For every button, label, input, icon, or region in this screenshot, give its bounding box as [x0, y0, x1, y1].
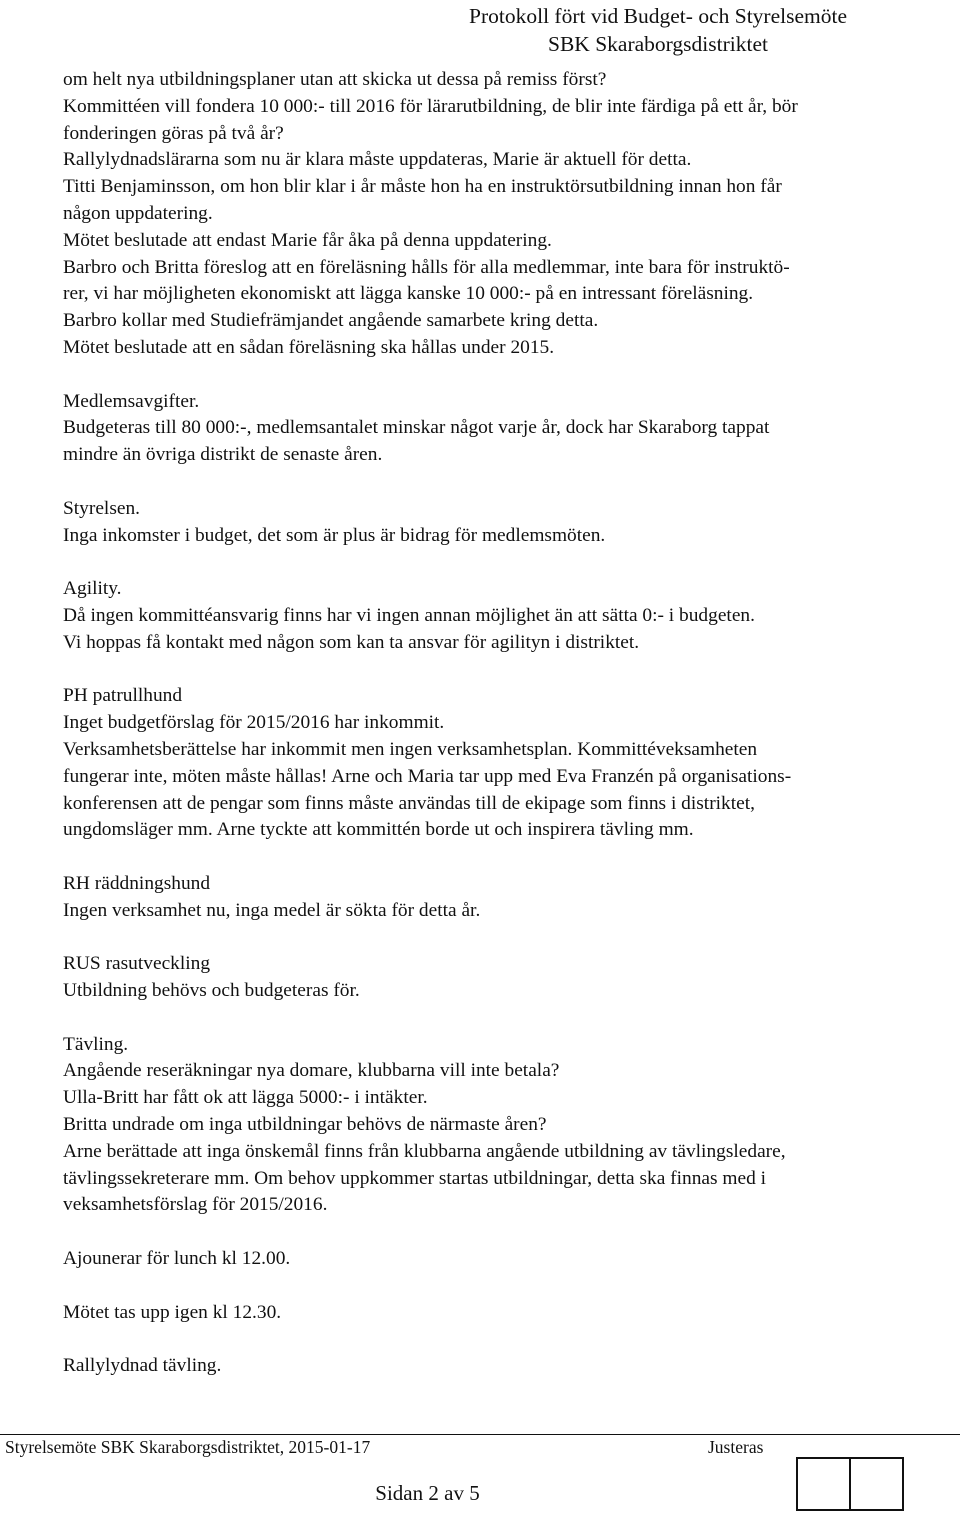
- section-rallylydnad-tavling: [63, 1353, 943, 1380]
- body-line: Barbro och Britta föreslog att en föreläsning hålls för alla medlemmar, inte bara för instruktö-: [63, 256, 790, 278]
- body-line: Utbildning behövs och budgeteras för.: [63, 980, 360, 1002]
- body-line: Rallylydnadslärarna som nu är klara måste uppdateras, Marie är aktuell för detta.: [63, 149, 692, 171]
- page-header: [378, 2, 938, 58]
- intro-block: [63, 67, 943, 362]
- body-line: konferensen att de pengar som finns måste användas till de ekipage som finns i distriktet,: [63, 792, 755, 814]
- body-line: Då ingen kommittéansvarig finns har vi ingen annan möjlighet än att sätta 0:- i budgeten.: [63, 604, 755, 626]
- body-line: mindre än övriga distrikt de senaste åren.: [63, 444, 383, 466]
- body-line: någon uppdatering.: [63, 202, 213, 224]
- footer-justeras-label: Justeras: [708, 1437, 764, 1457]
- page-number: Sidan 2 av 5: [375, 1481, 480, 1505]
- body-line: tävlingssekreterare mm. Om behov uppkommer startas utbildningar, detta ska finnas med i: [63, 1167, 767, 1189]
- body-line: Mötet beslutade att endast Marie får åka på denna uppdatering.: [63, 229, 552, 251]
- section-medlemsavgifter: [63, 389, 943, 469]
- header-subtitle: SBK Skaraborgsdistriktet: [548, 32, 768, 56]
- section-styrelsen: [63, 496, 943, 550]
- body-line: ungdomsläger mm. Arne tyckte att kommittén borde ut och inspirera tävling mm.: [63, 819, 694, 841]
- body-line: Mötet beslutade att en sådan föreläsning ska hållas under 2015.: [63, 336, 555, 358]
- section-heading: Ajounerar för lunch kl 12.00.: [63, 1248, 291, 1270]
- section-agility: [63, 576, 943, 656]
- body-line: Angående reseräkningar nya domare, klubbarna vill inte betala?: [63, 1060, 560, 1082]
- footer-meeting-info: Styrelsemöte SBK Skaraborgsdistriktet, 2015-01-17: [5, 1437, 371, 1457]
- section-heading: RH räddningshund: [63, 872, 211, 894]
- section-ph-patrullhund: [63, 683, 943, 844]
- body-line: veksamhetsförslag för 2015/2016.: [63, 1194, 328, 1216]
- body-line: Barbro kollar med Studiefrämjandet angående samarbete kring detta.: [63, 310, 599, 332]
- section-heading: Mötet tas upp igen kl 12.30.: [63, 1301, 282, 1323]
- header-title: Protokoll fört vid Budget- och Styrelsemöte: [469, 4, 847, 28]
- body-line: Ulla-Britt har fått ok att lägga 5000:- i intäkter.: [63, 1087, 428, 1109]
- initials-box: [796, 1457, 904, 1511]
- section-heading: Rallylydnad tävling.: [63, 1355, 222, 1377]
- initials-cell: [798, 1459, 849, 1509]
- footer-divider: [0, 1434, 960, 1435]
- section-tavling: [63, 1032, 943, 1220]
- section-resume: [63, 1300, 943, 1327]
- section-heading: Agility.: [63, 578, 122, 600]
- section-rh-raddningshund: [63, 871, 943, 925]
- body-line: Titti Benjaminsson, om hon blir klar i år måste hon ha en instruktörsutbildning innan hon får: [63, 176, 782, 198]
- body-line: Inga inkomster i budget, det som är plus är bidrag för medlemsmöten.: [63, 524, 606, 546]
- body-line: Budgeteras till 80 000:-, medlemsantalet minskar något varje år, dock har Skaraborg tappat: [63, 417, 770, 439]
- section-heading: Tävling.: [63, 1033, 129, 1055]
- body-line: rer, vi har möjligheten ekonomiskt att lägga kanske 10 000:- på en intressant föreläsning.: [63, 283, 754, 305]
- section-heading: Medlemsavgifter.: [63, 390, 200, 412]
- section-rus-rasutveckling: [63, 951, 943, 1005]
- body-line: Vi hoppas få kontakt med någon som kan ta ansvar för agilityn i distriktet.: [63, 631, 640, 653]
- body-line: om helt nya utbildningsplaner utan att skicka ut dessa på remiss först?: [63, 69, 607, 90]
- section-lunch: [63, 1246, 943, 1273]
- body-line: Arne berättade att inga önskemål finns från klubbarna angående utbildning av tävlingsledare,: [63, 1140, 786, 1162]
- section-heading: Styrelsen.: [63, 497, 141, 519]
- body-line: Britta undrade om inga utbildningar behövs de närmaste åren?: [63, 1114, 547, 1136]
- body-line: Kommittéen vill fondera 10 000:- till 2016 för lärarutbildning, de blir inte färdiga på ett år, bör: [63, 95, 798, 117]
- initials-cell: [849, 1459, 902, 1509]
- section-heading: RUS rasutveckling: [63, 953, 211, 975]
- body-line: Ingen verksamhet nu, inga medel är sökta för detta år.: [63, 899, 481, 921]
- body-line: Inget budgetförslag för 2015/2016 har inkommit.: [63, 712, 445, 734]
- document-body: [63, 67, 943, 1380]
- body-line: Verksamhetsberättelse har inkommit men ingen verksamhetsplan. Kommittéveksamheten: [63, 738, 758, 760]
- body-line: fonderingen göras på två år?: [63, 122, 284, 144]
- section-heading: PH patrullhund: [63, 685, 183, 707]
- body-line: fungerar inte, möten måste hållas! Arne och Maria tar upp med Eva Franzén på organisations-: [63, 765, 792, 787]
